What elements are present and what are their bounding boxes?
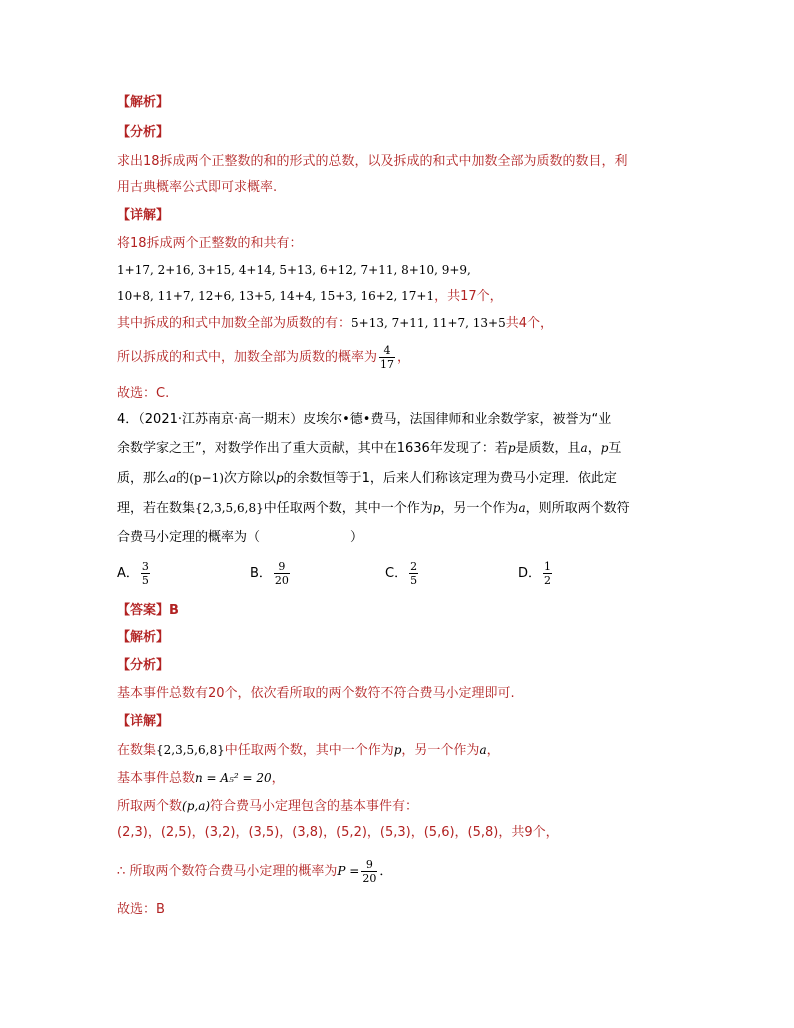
prime-sum-count: 共4个，	[505, 316, 554, 331]
detail2-line-2: 基本事件总数n = A₅² = 20，	[117, 771, 285, 786]
probability-text: 所以拆成的和式中，加数全部为质数的概率为	[117, 350, 378, 365]
option-d: D． $\frac{1}{2}$	[518, 560, 552, 587]
question-line-3: 质，那么a的(p−1)次方除以p的余数恒等于1，后来人们称该定理为费马小定理．依此定	[117, 471, 617, 486]
analysis-line-2: 用古典概率公式即可求概率.	[117, 180, 278, 195]
option-d-fraction: $\frac{1}{2}$	[544, 560, 552, 587]
option-b: B． $\frac{9}{20}$	[250, 560, 289, 587]
answer-b: 故选：B	[117, 902, 165, 917]
detail-line-3	[117, 288, 503, 305]
detail-line-5: 所以拆成的和式中，加数全部为质数的概率为 $\frac{4}{17}$ ，	[117, 344, 411, 371]
sum-count-text: ，共17个，	[434, 289, 503, 304]
detail-line-2: 1+17, 2+16, 3+15, 4+14, 5+13, 6+12, 7+11, 8+10, 9+9,	[117, 263, 471, 277]
probability-fraction-2: $\frac{9}{20}$	[362, 858, 377, 885]
option-a: A． $\frac{3}{5}$	[117, 560, 149, 587]
prime-sum-expr: 5+13, 7+11, 11+7, 13+5	[351, 316, 506, 330]
question-line-4: 理，若在数集{2,3,5,6,8}中任取两个数，其中一个作为p，另一个作为a，则所取两个数符	[117, 501, 630, 516]
detail2-line-4: (2,3)，(2,5)，(3,2)，(3,5)，(3,8)，(5,2)，(5,3)，(5,6)，(5,8)，共9个，	[117, 825, 559, 840]
xiangjie-heading: 【详解】	[117, 208, 170, 223]
question-line-2: 余数学家之王”，对数学作出了重大贡献，其中在1636年发现了：若p是质数，且a，p互	[117, 441, 622, 456]
option-c: C． $\frac{2}{5}$	[385, 560, 418, 587]
daan-heading: 【答案】B	[117, 603, 179, 618]
xiangjie-heading-2: 【详解】	[117, 714, 170, 729]
jiexi-heading-2: 【解析】	[117, 630, 170, 645]
probability-fraction: $\frac{4}{17}$	[380, 344, 395, 371]
fenxi-heading-2: 【分析】	[117, 658, 170, 673]
detail2-line-5: ∴ 所取两个数符合费马小定理的概率为P = $\frac{9}{20}$ ．	[117, 858, 393, 885]
detail-line-4	[117, 315, 553, 332]
prime-sum-text: 其中拆成的和式中加数全部为质数的有：	[117, 316, 352, 331]
option-b-fraction: $\frac{9}{20}$	[274, 560, 289, 587]
detail2-line-1: 在数集{2,3,5,6,8}中任取两个数，其中一个作为p，另一个作为a，	[117, 743, 500, 758]
question-line-5: 合费马小定理的概率为（ ）	[117, 530, 364, 545]
answer-c: 故选：C.	[117, 386, 170, 401]
question-line-1: 4．（2021·江苏南京·高一期末）皮埃尔•德•费马，法国律师和业余数学家，被誉为“业	[117, 412, 612, 427]
detail-line-1: 将18拆成两个正整数的和共有：	[117, 236, 303, 251]
detail2-line-3: 所取两个数(p,a)符合费马小定理包含的基本事件有：	[117, 799, 419, 814]
option-c-fraction: $\frac{2}{5}$	[410, 560, 418, 587]
analysis-line-1: 求出18拆成两个正整数的和的形式的总数，以及拆成的和式中加数全部为质数的数目，利	[117, 154, 628, 169]
fenxi-heading: 【分析】	[117, 125, 170, 140]
option-a-fraction: $\frac{3}{5}$	[141, 560, 149, 587]
jiexi-heading: 【解析】	[117, 95, 170, 110]
sum-list-expr: 10+8, 11+7, 12+6, 13+5, 14+4, 15+3, 16+2, 17+1	[117, 289, 435, 303]
analysis-2: 基本事件总数有20个，依次看所取的两个数符不符合费马小定理即可.	[117, 686, 515, 701]
